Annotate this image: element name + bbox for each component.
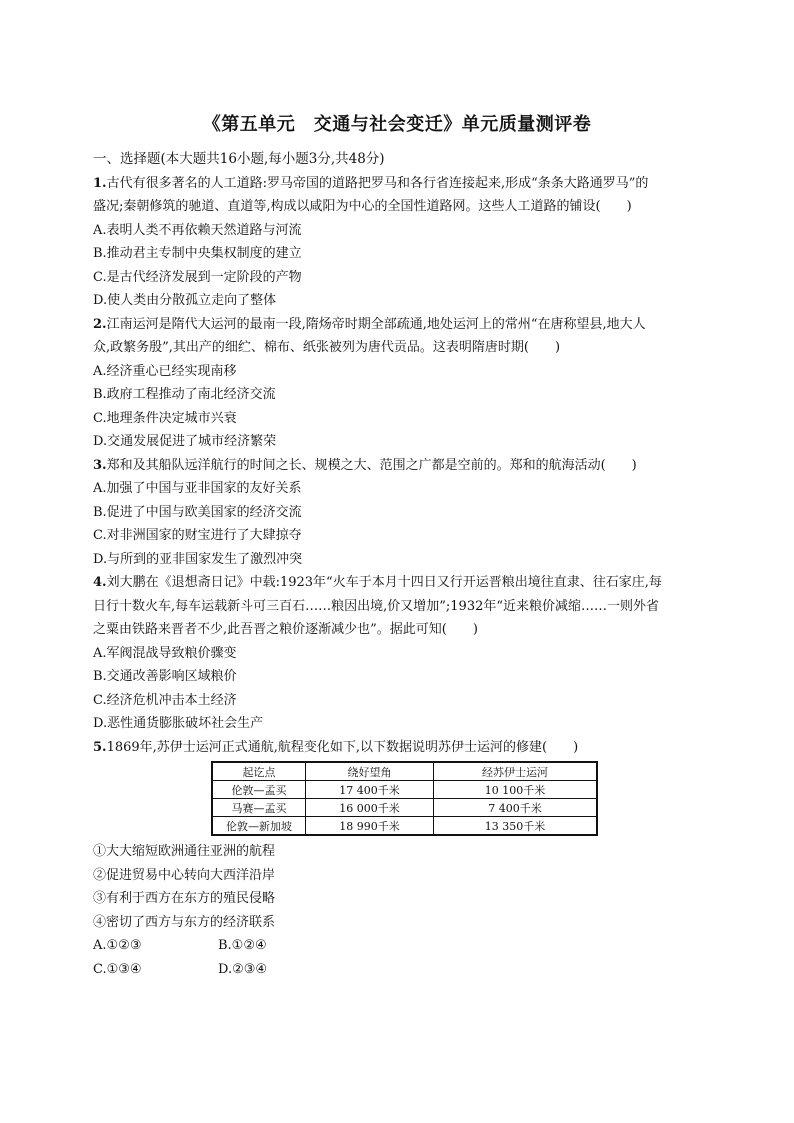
option-c[interactable]: C.①③④ [93, 961, 142, 977]
option-c[interactable]: C.经济危机冲击本土经济 [93, 692, 237, 708]
question-stem: 盛况;秦朝修筑的驰道、直道等,构成以咸阳为中心的全国性道路网。这些人工道路的铺设( ) [93, 199, 632, 214]
option-d[interactable]: D.交通发展促进了城市经济繁荣 [93, 434, 277, 449]
question-stem: 之粟由铁路来晋者不少,此吾晋之粮价逐渐减少也”。据此可知( ) [93, 622, 478, 637]
question-number: 5. [93, 739, 107, 755]
table-cell: 18 990千米 [306, 817, 434, 836]
option-b[interactable]: B.交通改善影响区域粮价 [93, 669, 237, 684]
question-number: 1. [93, 175, 107, 191]
option-b[interactable]: B.推动君主专制中央集权制度的建立 [93, 246, 302, 261]
options-row [93, 934, 703, 958]
route-distance-table [211, 761, 598, 836]
statement-2: ②促进贸易中心转向大西洋沿岸 [93, 867, 276, 883]
option-d[interactable]: D.恶性通货膨胀破坏社会生产 [93, 716, 264, 731]
question-number: 4. [93, 575, 107, 590]
table-cell: 17 400千米 [306, 781, 434, 799]
table-cell: 16 000千米 [306, 799, 434, 817]
table-header: 起讫点 [212, 762, 306, 781]
option-d[interactable]: D.与所到的亚非国家发生了激烈冲突 [93, 551, 303, 567]
question-stem: 1869年,苏伊士运河正式通航,航程变化如下,以下数据说明苏伊士运河的修建( ) [106, 739, 579, 755]
option-b[interactable]: B.政府工程推动了南北经济交流 [93, 387, 276, 402]
option-a[interactable]: A.表明人类不再依赖天然道路与河流 [93, 222, 302, 238]
question-stem: 日行十数火车,每车运载新斗可三百石……粮因出境,价又增加”;1932年“近来粮价减缩……一则外省 [93, 598, 660, 614]
question-stem: 众,政繁务殷”,其出产的细纻、棉布、纸张被列为唐代贡品。这表明隋唐时期( ) [93, 340, 561, 355]
table-cell: 伦敦—孟买 [212, 781, 306, 799]
option-d[interactable]: D.②③④ [218, 961, 268, 977]
question-number: 3. [93, 457, 107, 473]
statement-3: ③有利于西方在东方的殖民侵略 [93, 891, 276, 906]
option-a[interactable]: A.①②③ [93, 938, 142, 953]
question-2 [93, 313, 703, 454]
options-row [93, 958, 703, 982]
section-header: 一、选择题(本大题共16小题,每小题3分,共48分) [93, 151, 385, 167]
question-number: 2. [93, 316, 107, 332]
table-row [212, 781, 597, 799]
table-cell: 13 350千米 [434, 817, 598, 836]
table-header: 绕好望角 [306, 762, 434, 781]
question-stem: 郑和及其船队远洋航行的时间之长、规模之大、范围之广都是空前的。郑和的航海活动( ) [106, 457, 637, 473]
question-1 [93, 172, 703, 313]
statement-4: ④密切了西方与东方的经济联系 [93, 914, 276, 930]
table-row [212, 817, 597, 836]
option-c[interactable]: C.是古代经济发展到一定阶段的产物 [93, 269, 302, 285]
option-a[interactable]: A.军阀混战导致粮价骤变 [93, 645, 237, 661]
table-cell: 马赛—孟买 [212, 799, 306, 817]
exam-content [93, 148, 703, 981]
option-b[interactable]: B.①②④ [218, 938, 267, 953]
option-b[interactable]: B.促进了中国与欧美国家的经济交流 [93, 504, 302, 520]
question-stem: 刘大鹏在《退想斋日记》中载:1923年“火车于本月十四日又行开运晋粮出境往直隶、往石家庄,每 [106, 575, 662, 590]
option-c[interactable]: C.对非洲国家的财宝进行了大肆掠夺 [93, 528, 302, 543]
question-4 [93, 571, 703, 736]
table-cell: 10 100千米 [434, 781, 598, 799]
option-a[interactable]: A.加强了中国与亚非国家的友好关系 [93, 481, 302, 496]
question-3 [93, 454, 703, 572]
statement-1: ①大大缩短欧洲通往亚洲的航程 [93, 844, 276, 859]
table-cell: 伦敦—新加坡 [212, 817, 306, 836]
table-cell: 7 400千米 [434, 799, 598, 817]
question-5 [93, 736, 703, 982]
option-a[interactable]: A.经济重心已经实现南移 [93, 363, 237, 379]
table-row [212, 799, 597, 817]
table-header-row [212, 762, 597, 781]
page-title: 《第五单元 交通与社会变迁》单元质量测评卷 [202, 114, 592, 135]
question-stem: 古代有很多著名的人工道路:罗马帝国的道路把罗马和各行省连接起来,形成“条条大路通罗马”的 [106, 175, 649, 191]
option-d[interactable]: D.使人类由分散孤立走向了整体 [93, 293, 277, 308]
table-header: 经苏伊士运河 [434, 762, 598, 781]
question-stem: 江南运河是隋代大运河的最南一段,隋炀帝时期全部疏通,地处运河上的常州“在唐称望县,地大人 [106, 316, 646, 332]
option-c[interactable]: C.地理条件决定城市兴衰 [93, 410, 237, 426]
